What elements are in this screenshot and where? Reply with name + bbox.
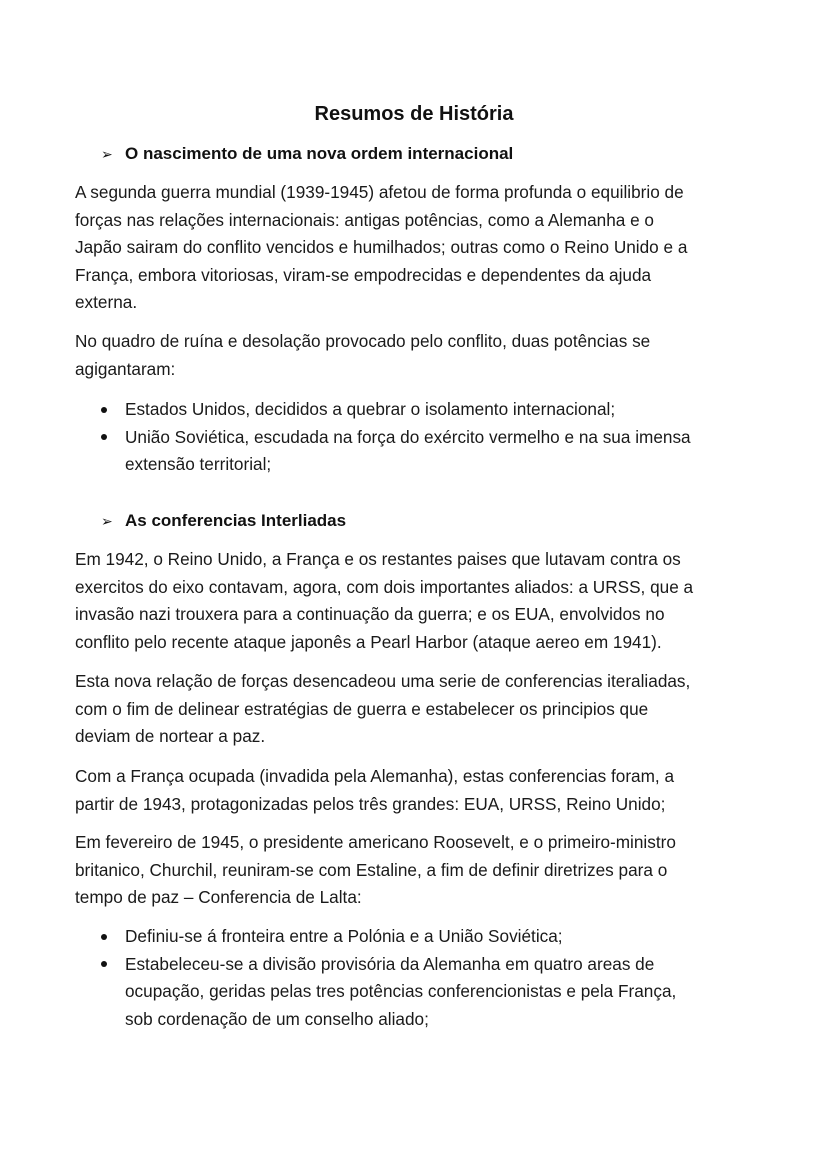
bullet-dot-icon — [101, 951, 111, 979]
section-heading-nova-ordem — [101, 143, 513, 165]
paragraph-line: forças nas relações internacionais: antigas potências, como a Alemanha e o — [75, 209, 654, 230]
paragraph-line: conflito pelo recente ataque japonês a Pearl Harbor (ataque aereo em 1941). — [75, 631, 662, 652]
bullet-dot-icon — [101, 923, 111, 951]
paragraph-line: Em fevereiro de 1945, o presidente americano Roosevelt, e o primeiro-ministro — [75, 832, 676, 852]
bullet-list — [101, 923, 771, 1033]
paragraph-line: França, embora vitoriosas, viram-se empodrecidas e dependentes da ajuda — [75, 264, 652, 285]
paragraph-line: Japão sairam do conflito vencidos e humilhados; outras como o Reino Unido e a — [75, 237, 688, 258]
paragraph-line: deviam de nortear a paz. — [75, 726, 266, 747]
section-heading-conferencias — [101, 510, 346, 532]
list-item — [101, 951, 771, 1034]
paragraph-line: externa. — [75, 292, 138, 313]
paragraph-line: A segunda guerra mundial (1939-1945) afetou de forma profunda o equilibrio de — [75, 182, 684, 202]
paragraph — [75, 763, 765, 818]
list-item — [101, 424, 771, 479]
bullet-list — [101, 396, 771, 479]
paragraph — [75, 829, 765, 912]
paragraph-line: Com a França ocupada (invadida pela Alemanha), estas conferencias foram, a — [75, 766, 675, 786]
paragraph-line: tempo de paz – Conferencia de Lalta: — [75, 887, 362, 908]
paragraph-line: exercitos do eixo contavam, agora, com dois importantes aliados: a URSS, que a — [75, 576, 694, 597]
paragraph-line: invasão nazi trouxera para a continuação da guerra; e os EUA, envolvidos no — [75, 604, 665, 625]
bullet-dot-icon — [101, 396, 111, 424]
section-heading-text: As conferencias Interliadas — [125, 511, 347, 530]
paragraph-line: Em 1942, o Reino Unido, a França e os restantes paises que lutavam contra os — [75, 549, 681, 569]
paragraph-line: Esta nova relação de forças desencadeou uma serie de conferencias iteraliadas, — [75, 671, 691, 691]
list-item — [101, 396, 771, 424]
list-item-text: Definiu-se á fronteira entre a Polónia e a União Soviética; — [125, 926, 563, 946]
page-title: Resumos de História — [314, 103, 514, 125]
paragraph-line: partir de 1943, protagonizadas pelos três grandes: EUA, URSS, Reino Unido; — [75, 793, 666, 814]
list-item-text: Estados Unidos, decididos a quebrar o isolamento internacional; — [125, 399, 616, 419]
list-item-text: sob cordenação de um conselho aliado; — [125, 1008, 429, 1029]
paragraph-line: britanico, Churchil, reuniram-se com Estaline, a fim de definir diretrizes para o — [75, 859, 668, 880]
paragraph — [75, 546, 765, 656]
list-item — [101, 923, 771, 951]
list-item-text: extensão territorial; — [125, 454, 272, 475]
bullet-dot-icon — [101, 424, 111, 452]
arrow-bullet-icon: ➢ — [101, 513, 113, 529]
arrow-bullet-icon: ➢ — [101, 146, 113, 162]
paragraph-line: agigantaram: — [75, 358, 176, 379]
paragraph-line: com o fim de delinear estratégias de guerra e estabelecer os principios que — [75, 698, 649, 719]
paragraph-line: No quadro de ruína e desolação provocado pelo conflito, duas potências se — [75, 331, 651, 351]
list-item-text: União Soviética, escudada na força do exército vermelho e na sua imensa — [125, 426, 691, 447]
paragraph — [75, 328, 765, 383]
paragraph — [75, 668, 765, 751]
list-item-text: Estabeleceu-se a divisão provisória da Alemanha em quatro areas de — [125, 953, 655, 974]
paragraph — [75, 179, 765, 317]
section-heading-text: O nascimento de uma nova ordem internacional — [125, 144, 514, 163]
list-item-text: ocupação, geridas pelas tres potências conferencionistas e pela França, — [125, 981, 677, 1002]
